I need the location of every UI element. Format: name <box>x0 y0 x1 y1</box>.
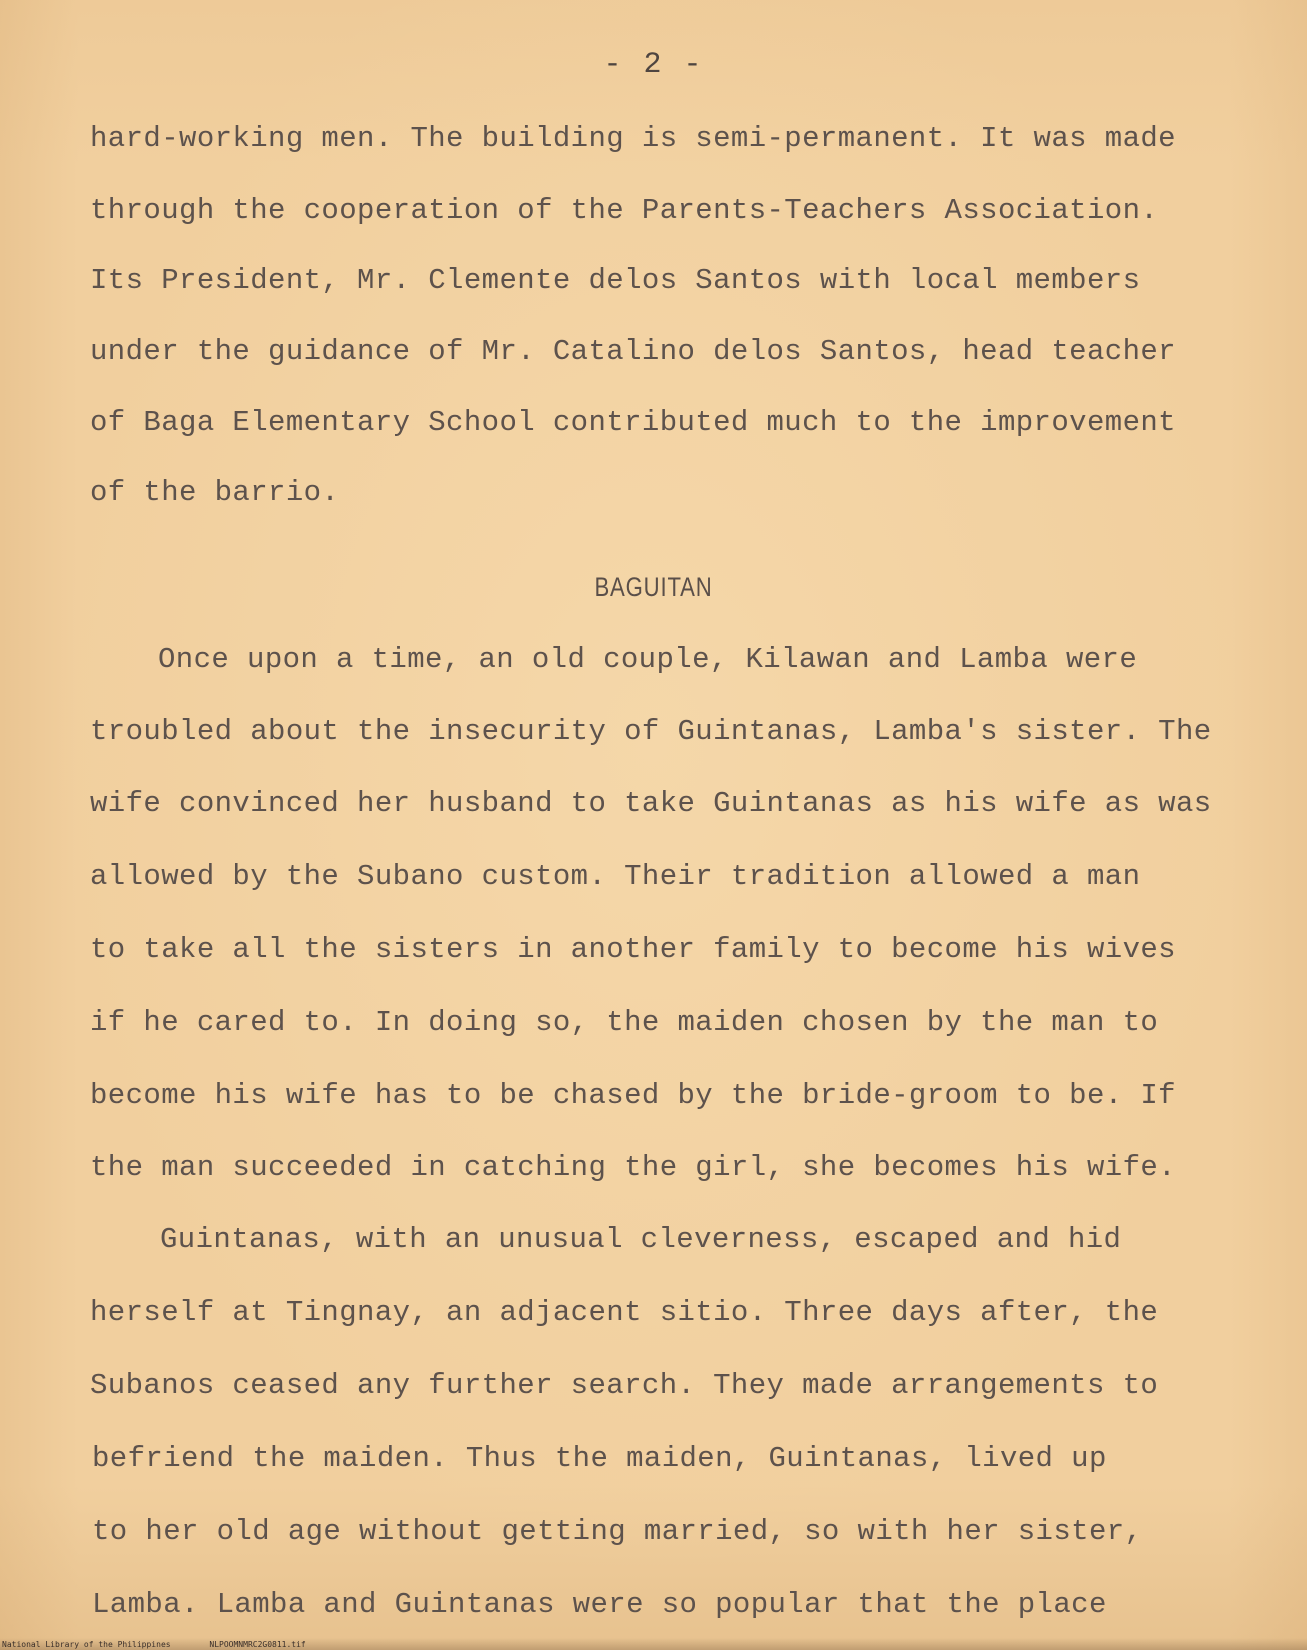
footer-text <box>2 1640 340 1649</box>
text-line: Subanos ceased any further search. They made arrangements to <box>90 1369 1159 1402</box>
text-line: to take all the sisters in another family to become his wives <box>90 933 1176 966</box>
text-line: the man succeeded in catching the girl, she becomes his wife. <box>90 1151 1176 1184</box>
text-line: Guintanas, with an unusual cleverness, escaped and hid <box>160 1223 1122 1256</box>
text-line: of Baga Elementary School contributed much to the improvement <box>90 406 1176 439</box>
section-heading: BAGUITAN <box>594 572 713 602</box>
footer-file-id: NLPOOMNMRC2G0811.tif <box>209 1640 306 1649</box>
text-line: befriend the maiden. Thus the maiden, Guintanas, lived up <box>92 1442 1107 1475</box>
text-line: if he cared to. In doing so, the maiden chosen by the man to <box>90 1006 1159 1039</box>
text-line: Lamba. Lamba and Guintanas were so popular that the place <box>92 1588 1107 1621</box>
text-line: through the cooperation of the Parents-Teachers Association. <box>90 194 1159 227</box>
page-number: - 2 - <box>603 48 704 82</box>
text-line: of the barrio. <box>90 476 340 509</box>
text-line: troubled about the insecurity of Guintanas, Lamba's sister. The <box>90 715 1212 748</box>
text-line: wife convinced her husband to take Guintanas as his wife as was <box>90 787 1212 820</box>
text-line: herself at Tingnay, an adjacent sitio. Three days after, the <box>90 1296 1159 1329</box>
text-line: Once upon a time, an old couple, Kilawan and Lamba were <box>158 643 1138 676</box>
footer-institution: National Library of the Philippines <box>2 1640 171 1649</box>
text-line: to her old age without getting married, so with her sister, <box>92 1515 1143 1548</box>
text-line: Its President, Mr. Clemente delos Santos with local members <box>90 264 1141 297</box>
text-line: become his wife has to be chased by the bride-groom to be. If <box>90 1079 1176 1112</box>
text-line: under the guidance of Mr. Catalino delos Santos, head teacher <box>90 335 1176 368</box>
text-line: allowed by the Subano custom. Their tradition allowed a man <box>90 860 1141 893</box>
scan-footer <box>0 1638 1307 1650</box>
text-line: hard-working men. The building is semi-permanent. It was made <box>90 122 1176 155</box>
